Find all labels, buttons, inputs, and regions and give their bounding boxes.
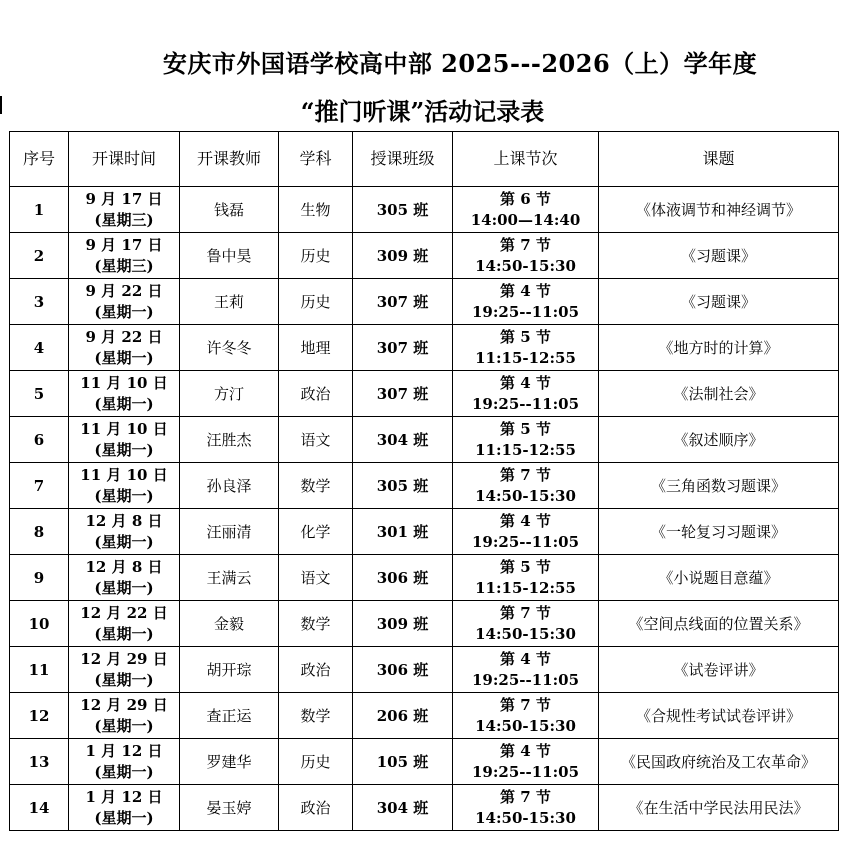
cell-topic: 《民国政府统治及工农革命》 bbox=[599, 739, 839, 785]
cell-topic: 《习题课》 bbox=[599, 233, 839, 279]
cell-index: 6 bbox=[10, 417, 69, 463]
cell-date bbox=[69, 417, 180, 463]
cell-period-line-2: 14:50-15:30 bbox=[475, 624, 576, 643]
cell-date-line-1: 1 月 12 日 bbox=[85, 787, 163, 806]
cell-index: 2 bbox=[10, 233, 69, 279]
cell-period bbox=[453, 785, 599, 831]
cell-period-line-2: 14:50-15:30 bbox=[475, 716, 576, 735]
cell-period-line-1: 第 7 节 bbox=[500, 695, 551, 714]
cell-period bbox=[453, 187, 599, 233]
cell-topic: 《法制社会》 bbox=[599, 371, 839, 417]
cell-period-line-1: 第 5 节 bbox=[500, 327, 551, 346]
cell-period-line-1: 第 4 节 bbox=[500, 511, 551, 530]
cell-teacher: 方汀 bbox=[180, 371, 279, 417]
cell-date-line-1: 11 月 10 日 bbox=[80, 373, 168, 392]
cell-teacher: 王满云 bbox=[180, 555, 279, 601]
cell-class: 309 班 bbox=[353, 233, 453, 279]
cell-class: 301 班 bbox=[353, 509, 453, 555]
cell-subject: 政治 bbox=[279, 647, 353, 693]
cell-class: 305 班 bbox=[353, 463, 453, 509]
cell-period-line-1: 第 7 节 bbox=[500, 787, 551, 806]
lesson-record-table bbox=[9, 131, 839, 831]
cell-date-line-2: (星期一) bbox=[94, 808, 154, 827]
cell-period bbox=[453, 509, 599, 555]
cell-period bbox=[453, 417, 599, 463]
cell-period-line-1: 第 5 节 bbox=[500, 419, 551, 438]
cell-date bbox=[69, 785, 180, 831]
cell-topic: 《三角函数习题课》 bbox=[599, 463, 839, 509]
cell-period-line-1: 第 5 节 bbox=[500, 557, 551, 576]
cell-subject: 历史 bbox=[279, 279, 353, 325]
cell-period bbox=[453, 233, 599, 279]
header-teacher: 开课教师 bbox=[180, 132, 279, 187]
cell-period-line-2: 14:50-15:30 bbox=[475, 808, 576, 827]
header-period: 上课节次 bbox=[453, 132, 599, 187]
cell-date-line-1: 12 月 29 日 bbox=[80, 695, 168, 714]
cell-topic: 《合规性考试试卷评讲》 bbox=[599, 693, 839, 739]
cell-date-line-1: 12 月 22 日 bbox=[80, 603, 168, 622]
cell-period-line-1: 第 4 节 bbox=[500, 741, 551, 760]
table-row bbox=[10, 739, 839, 785]
cell-subject: 数学 bbox=[279, 693, 353, 739]
cell-date-line-2: (星期一) bbox=[94, 624, 154, 643]
cell-date-line-2: (星期一) bbox=[94, 762, 154, 781]
header-index: 序号 bbox=[10, 132, 69, 187]
cell-period bbox=[453, 693, 599, 739]
cell-date bbox=[69, 371, 180, 417]
table-row bbox=[10, 187, 839, 233]
cell-date-line-1: 9 月 17 日 bbox=[85, 189, 163, 208]
cell-date bbox=[69, 647, 180, 693]
cell-class: 309 班 bbox=[353, 601, 453, 647]
cell-date bbox=[69, 187, 180, 233]
cell-period-line-1: 第 4 节 bbox=[500, 281, 551, 300]
cell-index: 3 bbox=[10, 279, 69, 325]
cell-date-line-1: 12 月 29 日 bbox=[80, 649, 168, 668]
cell-period-line-1: 第 4 节 bbox=[500, 373, 551, 392]
cell-date bbox=[69, 279, 180, 325]
cell-period-line-1: 第 4 节 bbox=[500, 649, 551, 668]
cell-date-line-1: 12 月 8 日 bbox=[85, 511, 163, 530]
table-row bbox=[10, 693, 839, 739]
table-row bbox=[10, 555, 839, 601]
cell-date bbox=[69, 233, 180, 279]
cell-period bbox=[453, 279, 599, 325]
cell-date bbox=[69, 325, 180, 371]
cell-teacher: 罗建华 bbox=[180, 739, 279, 785]
cell-class: 206 班 bbox=[353, 693, 453, 739]
document-subtitle: “推门听课”活动记录表 bbox=[300, 97, 545, 126]
cell-date-line-2: (星期一) bbox=[94, 578, 154, 597]
cell-teacher: 钱磊 bbox=[180, 187, 279, 233]
cell-index: 1 bbox=[10, 187, 69, 233]
cell-period bbox=[453, 463, 599, 509]
cell-date-line-1: 1 月 12 日 bbox=[85, 741, 163, 760]
cell-index: 14 bbox=[10, 785, 69, 831]
cell-class: 105 班 bbox=[353, 739, 453, 785]
cell-teacher: 查正运 bbox=[180, 693, 279, 739]
cell-date-line-2: (星期一) bbox=[94, 302, 154, 321]
cell-date-line-2: (星期一) bbox=[94, 532, 154, 551]
table-row bbox=[10, 417, 839, 463]
cell-date-line-2: (星期一) bbox=[94, 670, 154, 689]
cell-period bbox=[453, 601, 599, 647]
cell-index: 11 bbox=[10, 647, 69, 693]
cell-class: 307 班 bbox=[353, 371, 453, 417]
table-row bbox=[10, 371, 839, 417]
cell-topic: 《体液调节和神经调节》 bbox=[599, 187, 839, 233]
cell-period-line-2: 19:25--11:05 bbox=[471, 762, 580, 781]
cell-topic: 《习题课》 bbox=[599, 279, 839, 325]
cell-topic: 《叙述顺序》 bbox=[599, 417, 839, 463]
cell-index: 5 bbox=[10, 371, 69, 417]
cell-date-line-1: 9 月 17 日 bbox=[85, 235, 163, 254]
header-class: 授课班级 bbox=[353, 132, 453, 187]
cell-period-line-2: 19:25--11:05 bbox=[471, 670, 580, 689]
cell-subject: 政治 bbox=[279, 371, 353, 417]
cell-class: 307 班 bbox=[353, 325, 453, 371]
cell-index: 10 bbox=[10, 601, 69, 647]
cell-subject: 语文 bbox=[279, 555, 353, 601]
cell-date-line-2: (星期一) bbox=[94, 440, 154, 459]
cell-date-line-1: 9 月 22 日 bbox=[85, 281, 163, 300]
cell-subject: 语文 bbox=[279, 417, 353, 463]
cell-subject: 数学 bbox=[279, 601, 353, 647]
cell-teacher: 金毅 bbox=[180, 601, 279, 647]
cell-teacher: 晏玉婷 bbox=[180, 785, 279, 831]
cell-period-line-1: 第 6 节 bbox=[500, 189, 551, 208]
cell-period-line-2: 14:50-15:30 bbox=[475, 256, 576, 275]
cell-date-line-1: 11 月 10 日 bbox=[80, 465, 168, 484]
cell-period bbox=[453, 555, 599, 601]
cell-subject: 生物 bbox=[279, 187, 353, 233]
cell-teacher: 鲁中昊 bbox=[180, 233, 279, 279]
cell-date bbox=[69, 601, 180, 647]
cell-period-line-2: 19:25--11:05 bbox=[471, 302, 580, 321]
cell-date bbox=[69, 463, 180, 509]
cell-date-line-1: 9 月 22 日 bbox=[85, 327, 163, 346]
cell-index: 8 bbox=[10, 509, 69, 555]
cell-subject: 地理 bbox=[279, 325, 353, 371]
cell-teacher: 胡开琮 bbox=[180, 647, 279, 693]
cell-date-line-2: (星期一) bbox=[94, 486, 154, 505]
cell-teacher: 许冬冬 bbox=[180, 325, 279, 371]
cell-date bbox=[69, 509, 180, 555]
cell-topic: 《一轮复习习题课》 bbox=[599, 509, 839, 555]
cell-date-line-1: 11 月 10 日 bbox=[80, 419, 168, 438]
cell-period bbox=[453, 647, 599, 693]
table-row bbox=[10, 647, 839, 693]
cell-period-line-2: 19:25--11:05 bbox=[471, 394, 580, 413]
table-row bbox=[10, 785, 839, 831]
header-topic: 课题 bbox=[599, 132, 839, 187]
cell-class: 305 班 bbox=[353, 187, 453, 233]
cell-teacher: 孙良泽 bbox=[180, 463, 279, 509]
cell-index: 13 bbox=[10, 739, 69, 785]
cell-period-line-2: 11:15-12:55 bbox=[475, 578, 576, 597]
cell-subject: 政治 bbox=[279, 785, 353, 831]
cell-subject: 数学 bbox=[279, 463, 353, 509]
cell-date-line-2: (星期三) bbox=[94, 210, 154, 229]
cell-subject: 历史 bbox=[279, 233, 353, 279]
cell-date bbox=[69, 739, 180, 785]
cell-date bbox=[69, 555, 180, 601]
cell-date-line-1: 12 月 8 日 bbox=[85, 557, 163, 576]
cell-period-line-1: 第 7 节 bbox=[500, 235, 551, 254]
cell-period-line-2: 14:00—14:40 bbox=[470, 210, 581, 229]
cell-period-line-2: 11:15-12:55 bbox=[475, 348, 576, 367]
cell-index: 12 bbox=[10, 693, 69, 739]
cell-topic: 《小说题目意蕴》 bbox=[599, 555, 839, 601]
cell-index: 9 bbox=[10, 555, 69, 601]
cell-date-line-2: (星期三) bbox=[94, 256, 154, 275]
cell-topic: 《地方时的计算》 bbox=[599, 325, 839, 371]
cell-date-line-2: (星期一) bbox=[94, 716, 154, 735]
cell-topic: 《试卷评讲》 bbox=[599, 647, 839, 693]
cell-subject: 历史 bbox=[279, 739, 353, 785]
table-row bbox=[10, 509, 839, 555]
cell-date-line-2: (星期一) bbox=[94, 348, 154, 367]
cell-teacher: 汪胜杰 bbox=[180, 417, 279, 463]
cell-topic: 《空间点线面的位置关系》 bbox=[599, 601, 839, 647]
header-subject: 学科 bbox=[279, 132, 353, 187]
table-row bbox=[10, 233, 839, 279]
cell-date bbox=[69, 693, 180, 739]
cell-period-line-2: 11:15-12:55 bbox=[475, 440, 576, 459]
document-title: 安庆市外国语学校高中部 2025---2026（上）学年度 bbox=[162, 49, 758, 78]
table-row bbox=[10, 601, 839, 647]
cell-date-line-2: (星期一) bbox=[94, 394, 154, 413]
cell-class: 306 班 bbox=[353, 647, 453, 693]
cell-subject: 化学 bbox=[279, 509, 353, 555]
cell-period-line-2: 14:50-15:30 bbox=[475, 486, 576, 505]
cell-teacher: 汪丽清 bbox=[180, 509, 279, 555]
cell-class: 304 班 bbox=[353, 785, 453, 831]
cell-teacher: 王莉 bbox=[180, 279, 279, 325]
cell-class: 307 班 bbox=[353, 279, 453, 325]
cell-period bbox=[453, 371, 599, 417]
cell-index: 4 bbox=[10, 325, 69, 371]
cell-period-line-2: 19:25--11:05 bbox=[471, 532, 580, 551]
header-date: 开课时间 bbox=[69, 132, 180, 187]
table-row bbox=[10, 463, 839, 509]
table-row bbox=[10, 325, 839, 371]
table-row bbox=[10, 279, 839, 325]
margin-mark bbox=[0, 96, 2, 114]
cell-index: 7 bbox=[10, 463, 69, 509]
cell-class: 304 班 bbox=[353, 417, 453, 463]
cell-period bbox=[453, 739, 599, 785]
cell-period bbox=[453, 325, 599, 371]
cell-topic: 《在生活中学民法用民法》 bbox=[599, 785, 839, 831]
cell-period-line-1: 第 7 节 bbox=[500, 465, 551, 484]
cell-period-line-1: 第 7 节 bbox=[500, 603, 551, 622]
cell-class: 306 班 bbox=[353, 555, 453, 601]
table-header-row bbox=[10, 132, 839, 187]
